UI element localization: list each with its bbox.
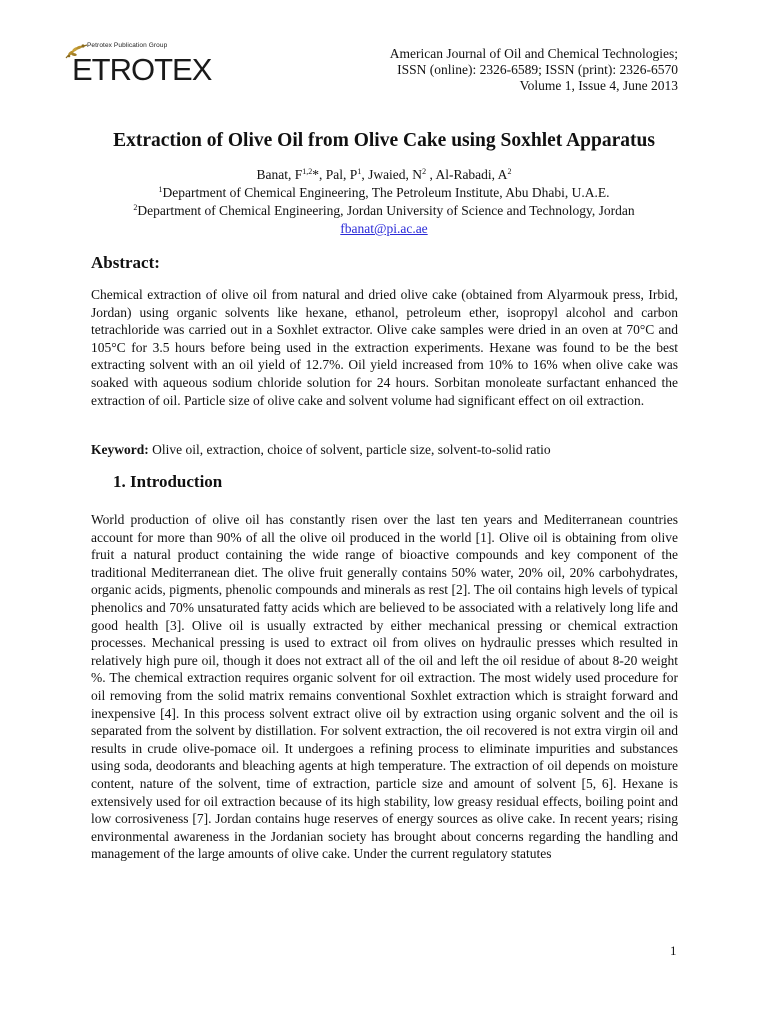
keywords-value: Olive oil, extraction, choice of solvent, particle size, solvent-to-solid ratio bbox=[148, 442, 551, 457]
author-block bbox=[0, 166, 768, 238]
affiliation-1: $^1$Department of Chemical Engineering, The Petroleum Institute, Abu Dhabi, U.A.E. bbox=[158, 185, 610, 200]
abstract-text: Chemical extraction of olive oil from natural and dried olive cake (obtained from Alyarmouk press, Irbid, Jordan) using organic solvents like hexane, ethanol, petroleum ether, isopropyl alcohol and carbon tetrachloride was carried out in a Soxhlet extractor. Olive cake samples were dried in an oven at 70°C and 105°C for 3.5 hours before being used in the extraction experiments. Hexane was found to be the best extracting solvent with an oil yield of 12.7%. Oil yield increased from 10% to 16% when olive cake was soaked with aqueous sodium chloride solution for 24 hours. Sorbitan monoleate surfactant enhanced the extraction of oil. Particle size of olive cake and solvent volume had significant effect on oil extraction. bbox=[91, 287, 678, 408]
journal-issn: ISSN (online): 2326-6589; ISSN (print): 2326-6570 bbox=[397, 62, 678, 77]
publisher-name: Petrotex Publication Group bbox=[87, 42, 168, 49]
affiliation-2: $^2$Department of Chemical Engineering, Jordan University of Science and Technology, Jordan bbox=[133, 203, 635, 218]
paper-title: Extraction of Olive Oil from Olive Cake using Soxhlet Apparatus bbox=[113, 130, 655, 151]
journal-name: American Journal of Oil and Chemical Technologies; bbox=[389, 46, 678, 61]
abstract-heading: Abstract: bbox=[91, 253, 160, 272]
introduction-heading: 1. Introduction bbox=[113, 472, 223, 491]
introduction-text: World production of olive oil has constantly risen over the last ten years and Mediterranean countries account for more than 90% of all the olive oil produced in the world [1]. Olive oil is obtaining from olive fruit a natural product containing the wide range of bioactive compounds and key component of the traditional Mediterranean diet. The olive fruit generally contains 50% water, 20% oil, 20% carbohydrates, organic acids, pigments, phenolic compounds and minerals as rest [2]. The oil contains high levels of typical phenolics and 70% unsaturated fatty acids which are believed to be associated with a relatively long life and good health [3]. Olive oil is usually extracted by either mechanical pressing or chemical extraction processes. Mechanical pressing is used to extract oil from olives on hydraulic presses which resulted in relatively high pure oil, though it does not extract all of the oil and left the oil residue of about 8-20 weight %. The chemical extraction requires organic solvent for oil extraction. The most widely used procedure for oil removing from the solid matrix remains conventional Soxhlet extraction which is straight forward and inexpensive [4]. In this process solvent extract olive oil by extraction using organic solvent and the oil is separated from the solvent by distillation. For solvent extraction, the oil recovered is not extra virgin oil and results in crude olive-pomace oil. It undergoes a refining process to eliminate impurities and substances using soda, deodorants and bleaching agents at high temperature. The extraction of oil depends on moisture content, nature of the solvent, time of extraction, particle size and amount of solvent [5, 6]. Hexane is extensively used for oil extraction because of its high stability, low greasy residual effects, boiling point and low corrosiveness [7]. Jordan contains huge reserves of energy sources as olive cake. In recent years; rising environmental awareness in the Jordanian society has brought about concerns regarding the handling and management of the large amounts of olive cake. Under the current regulatory statutes bbox=[91, 512, 678, 862]
journal-volume: Volume 1, Issue 4, June 2013 bbox=[519, 78, 678, 93]
logo-wordmark: ETROTEX bbox=[72, 52, 212, 87]
page-number: 1 bbox=[670, 943, 677, 958]
keywords-line bbox=[91, 441, 678, 459]
publisher-logo bbox=[63, 40, 212, 94]
keywords-label: Keyword: bbox=[91, 442, 149, 457]
author-email-link[interactable]: fbanat@pi.ac.ae bbox=[340, 221, 428, 236]
author-list: Banat, F$^{1,2}$*, Pal, $P^1$, Jwaied, $N^2$ , Al-Rabadi, $A^2$ bbox=[256, 167, 512, 182]
journal-info bbox=[390, 46, 678, 94]
